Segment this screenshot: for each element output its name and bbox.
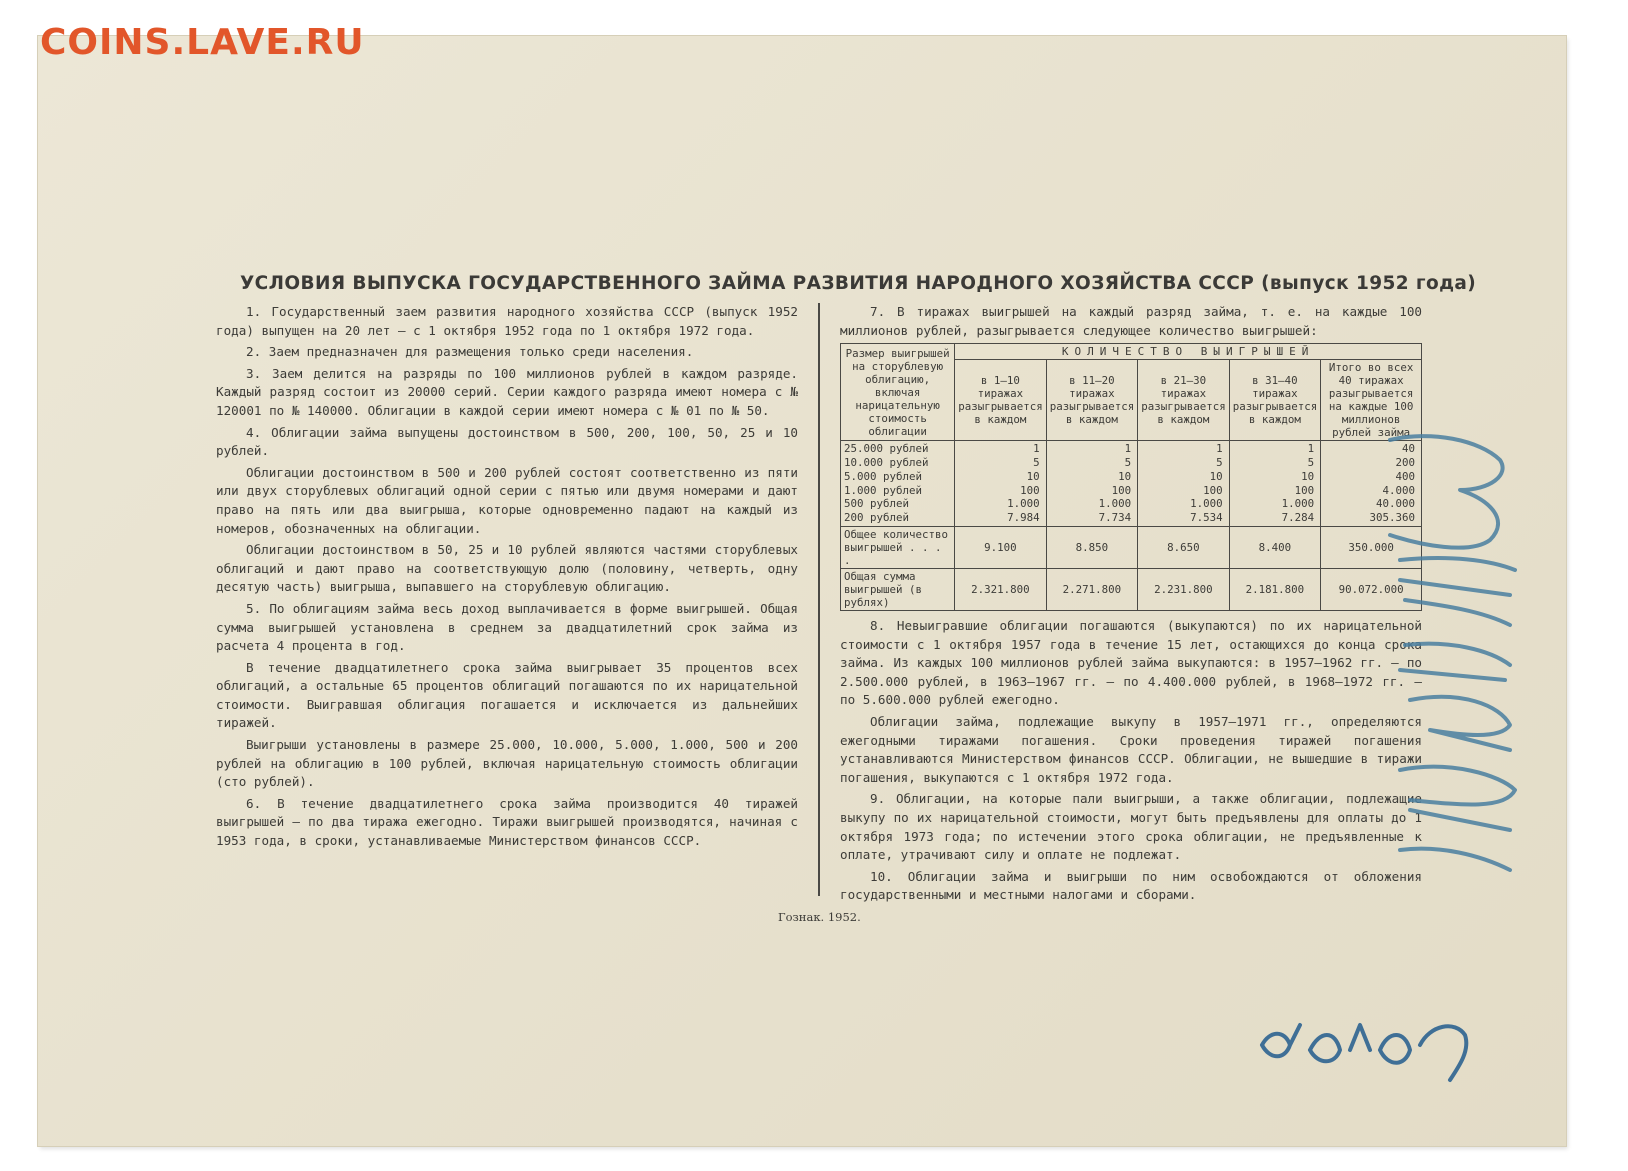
total-count-2: 8.850: [1046, 526, 1138, 568]
paragraph-4: 4. Облигации займа выпущены достоинством в 500, 200, 100, 50, 25 и 10 рублей.: [216, 424, 798, 459]
left-column: [216, 303, 798, 854]
total-count-all: 350.000: [1321, 526, 1422, 568]
total-count-1: 9.100: [955, 526, 1047, 568]
right-column: [840, 303, 1422, 908]
total-sum-label: Общая сумма выигрышей (в рублях): [841, 568, 955, 610]
paragraph-4c: Облигации достоинством в 50, 25 и 10 рублей являются частями сторублевых облигаций и дают право на соответствующую долю (половину, четверть, одну десятую часть) выигрыша, выпавшего на сторублевую облигацию.: [216, 542, 798, 595]
title-year: (выпуск 1952 года): [1261, 273, 1477, 294]
printer-imprint: Гознак. 1952.: [778, 910, 861, 924]
quantity-header: КОЛИЧЕСТВО ВЫИГРЫШЕЙ: [955, 344, 1422, 360]
paragraph-4b: Облигации достоинством в 500 и 200 рублей состоят соответственно из пяти или двух сторублевых облигаций одной серии с пятью или двумя номерами и дают право на пять или два выигрыша, которые одновременно падают на каждый из номеров, обозначенных на облигации.: [216, 464, 798, 536]
paragraph-7: 7. В тиражах выигрышей на каждый разряд займа, т. е. на каждые 100 миллионов рублей, разыгрывается следующее количество выигрышей:: [840, 304, 1422, 338]
prize-count-total: 40 200 400 4.000 40.000 305.360: [1321, 441, 1422, 527]
prize-count-col-2: 1 5 10 100 1.000 7.734: [1046, 441, 1138, 527]
total-sum-all: 90.072.000: [1321, 568, 1422, 610]
total-sum-2: 2.271.800: [1046, 568, 1138, 610]
total-sum-1: 2.321.800: [955, 568, 1047, 610]
handwritten-bottom-note: [1250, 1005, 1480, 1095]
column-divider: [818, 303, 820, 896]
prize-count-col-1: 1 5 10 100 1.000 7.984: [955, 441, 1047, 527]
draws-11-20-header: в 11—20 тиражах разыгрывается в каждом: [1046, 360, 1138, 441]
paragraph-3: 3. Заем делится на разряды по 100 миллионов рублей в каждом разряде. Каждый разряд состоит из 20000 серий. Серии каждого разряда имеют номера с № 120001 по № 140000. Облигации в каждой серии имеют номера с № 01 по № 50.: [216, 365, 798, 418]
handwritten-vertical-note: [1370, 430, 1530, 900]
total-sum-3: 2.231.800: [1138, 568, 1230, 610]
paragraph-1: 1. Государственный заем развития народного хозяйства СССР (выпуск 1952 года) выпущен на 20 лет — с 1 октября 1952 года по 1 октября 1972 года.: [216, 304, 798, 338]
prize-table: [840, 343, 1422, 611]
prize-count-col-3: 1 5 10 100 1.000 7.534: [1138, 441, 1230, 527]
total-count-3: 8.650: [1138, 526, 1230, 568]
paragraph-2: 2. Заем предназначен для размещения только среди населения.: [246, 344, 694, 360]
document-title: [240, 273, 1477, 294]
prize-size-header: Размер выигрышей на сторублевую облигацию, включая нарицательную стоимость облигации: [841, 344, 955, 441]
paragraph-5c: Выигрыши установлены в размере 25.000, 10.000, 5.000, 1.000, 500 и 200 рублей на облигацию в 100 рублей, включая нарицательную стоимость облигации (сто рублей).: [216, 737, 798, 790]
total-40-header: Итого во всех 40 тиражах разыгрывается на каждые 100 миллионов рублей займа: [1321, 360, 1422, 441]
total-count-label: Общее количество выигрышей . . . .: [841, 526, 955, 568]
prize-amount-labels: 25.000 рублей 10.000 рублей 5.000 рублей 1.000 рублей 500 рублей 200 рублей: [841, 441, 955, 527]
prize-count-col-4: 1 5 10 100 1.000 7.284: [1229, 441, 1321, 527]
title-main: УСЛОВИЯ ВЫПУСКА ГОСУДАРСТВЕННОГО ЗАЙМА РАЗВИТИЯ НАРОДНОГО ХОЗЯЙСТВА СССР: [240, 273, 1255, 294]
draws-1-10-header: в 1—10 тиражах разыгрывается в каждом: [955, 360, 1047, 441]
total-count-4: 8.400: [1229, 526, 1321, 568]
paragraph-8b: Облигации займа, подлежащие выкупу в 1957—1971 гг., определяются ежегодными тиражами погашения. Сроки проведения тиражей погашения устанавливаются Министерством финансов СССР. Облигации, не вышедшие в тиражи погашения, выкупаются с 1 октября 1972 года.: [840, 713, 1422, 785]
paragraph-5b: В течение двадцатилетнего срока займа выигрывает 35 процентов всех облигаций, а остальные 65 процентов облигаций погашаются по их нарицательной стоимости. Выигравшая облигация погашается и исключается из дальнейших тиражей.: [216, 659, 798, 731]
paragraph-10: 10. Облигации займа и выигрыши по ним освобождаются от обложения государственными и местными налогами и сборами.: [840, 868, 1422, 903]
paragraph-8: 8. Невыигравшие облигации погашаются (выкупаются) по их нарицательной стоимости с 1 октября 1957 года в течение 15 лет, остающихся до конца срока займа. Из каждых 100 миллионов рублей займа выкупаются: в 1957—1962 гг. — по 2.500.000 рублей, в 1963—1967 гг. — по 4.400.000 рублей, в 1968—1972 гг. — по 5.600.000 рублей ежегодно.: [840, 617, 1422, 708]
draws-31-40-header: в 31—40 тиражах разыгрывается в каждом: [1229, 360, 1321, 441]
total-sum-4: 2.181.800: [1229, 568, 1321, 610]
paragraph-5: 5. По облигациям займа весь доход выплачивается в форме выигрышей. Общая сумма выигрышей установлена в среднем за двадцатилетний срок займа из расчета 4 процента в год.: [216, 600, 798, 654]
watermark-text: COINS.LAVE.RU: [40, 22, 365, 63]
draws-21-30-header: в 21—30 тиражах разыгрывается в каждом: [1138, 360, 1230, 441]
paragraph-9: 9. Облигации, на которые пали выигрыши, а также облигации, подлежащие выкупу по их нарицательной стоимости, могут быть предъявлены для оплаты до 1 октября 1973 года; по истечении этого срока облигации, не предъявленные к оплате, утрачивают силу и оплате не подлежат.: [840, 791, 1422, 863]
paragraph-6: 6. В течение двадцатилетнего срока займа производится 40 тиражей выигрышей — по два тиража ежегодно. Тиражи выигрышей производятся, начиная с 1953 года, в сроки, устанавливаемые Министерством финансов СССР.: [216, 795, 798, 849]
